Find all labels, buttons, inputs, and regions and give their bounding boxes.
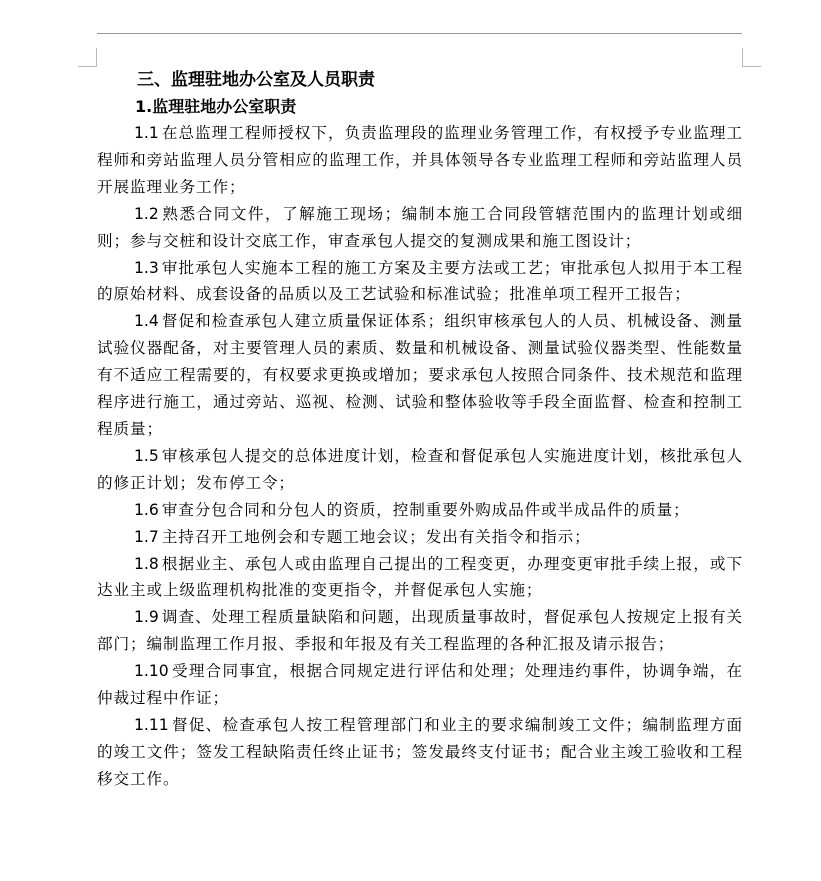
duty-item-1-1: [97, 120, 743, 201]
header-rule: [97, 33, 742, 34]
duty-item-1-11: [97, 712, 743, 793]
duty-item-1-9: [97, 604, 743, 658]
item-number: 1.4: [134, 312, 159, 331]
item-text: 受理合同事宜，根据合同规定进行评估和处理；处理违约事件，协调争端，在仲裁过程中作证；: [97, 662, 743, 708]
item-number: 1.2: [134, 204, 159, 223]
section-heading: 三、监理驻地办公室及人员职责: [137, 70, 375, 90]
item-text: 督促和检查承包人建立质量保证体系；组织审核承包人的人员、机械设备、测量试验仪器配备，对主要管理人员的素质、数量和机械设备、测量试验仪器类型、性能数量有不适应工程需要的，有权要求更换或增加；要求承包人按照合同条件、技术规范和监理程序进行施工，通过旁站、巡视、检测、试验和整体验收等手段全面监督、检查和控制工程质量；: [97, 312, 743, 438]
crop-mark-top-left-horizontal: [78, 66, 97, 67]
duty-item-1-7: [97, 524, 743, 551]
duty-item-1-5: [97, 443, 743, 497]
duty-item-1-3: [97, 255, 743, 309]
item-number: 1.7: [134, 527, 159, 546]
item-text: 审查分包合同和分包人的资质，控制重要外购成品件或半成品件的质量；: [161, 500, 690, 519]
item-text: 调查、处理工程质量缺陷和问题，出现质量事故时，督促承包人按规定上报有关部门；编制监理工作月报、季报和年报及有关工程监理的各种汇报及请示报告；: [97, 608, 743, 654]
item-text: 审批承包人实施本工程的施工方案及主要方法或工艺；审批承包人拟用于本工程的原始材料、成套设备的品质以及工艺试验和标准试验；批准单项工程开工报告；: [97, 258, 743, 304]
duty-item-1-10: [97, 658, 743, 712]
duty-item-1-6: [97, 497, 743, 524]
item-text: 在总监理工程师授权下，负责监理段的监理业务管理工作，有权授予专业监理工程师和旁站监理人员分管相应的监理工作，并具体领导各专业监理工程师和旁站监理人员开展监理业务工作；: [97, 124, 743, 196]
crop-mark-top-left-vertical: [96, 48, 97, 66]
item-text: 督促、检查承包人按工程管理部门和业主的要求编制竣工文件；编制监理方面的竣工文件；签发工程缺陷责任终止证书；签发最终支付证书；配合业主竣工验收和工程移交工作。: [97, 715, 743, 788]
item-text: 熟悉合同文件，了解施工现场；编制本施工合同段管辖范围内的监理计划或细则；参与交桩和设计交底工作，审查承包人提交的复测成果和施工图设计；: [97, 204, 743, 250]
item-text: 根据业主、承包人或由监理自己提出的工程变更，办理变更审批手续上报，或下达业主或上级监理机构批准的变更指令，并督促承包人实施；: [97, 554, 743, 600]
item-text: 主持召开工地例会和专题工地会议；发出有关指令和指示；: [161, 527, 591, 546]
crop-mark-top-right-horizontal: [742, 66, 761, 67]
item-number: 1.10: [134, 662, 169, 681]
crop-mark-top-right-vertical: [742, 48, 743, 66]
item-number: 1.11: [134, 715, 169, 734]
item-number: 1.6: [134, 500, 159, 519]
item-number: 1.8: [134, 554, 159, 573]
duty-item-1-8: [97, 551, 743, 605]
item-number: 1.9: [134, 608, 159, 627]
duty-item-1-2: [97, 201, 743, 255]
sub-heading: 1.监理驻地办公室职责: [135, 97, 297, 116]
duty-item-1-4: [97, 308, 743, 443]
item-number: 1.1: [134, 124, 159, 142]
item-text: 审核承包人提交的总体进度计划，检查和督促承包人实施进度计划，核批承包人的修正计划；发布停工令；: [97, 446, 743, 492]
document-body: [97, 66, 743, 793]
item-number: 1.5: [134, 446, 159, 465]
item-number: 1.3: [134, 258, 159, 277]
